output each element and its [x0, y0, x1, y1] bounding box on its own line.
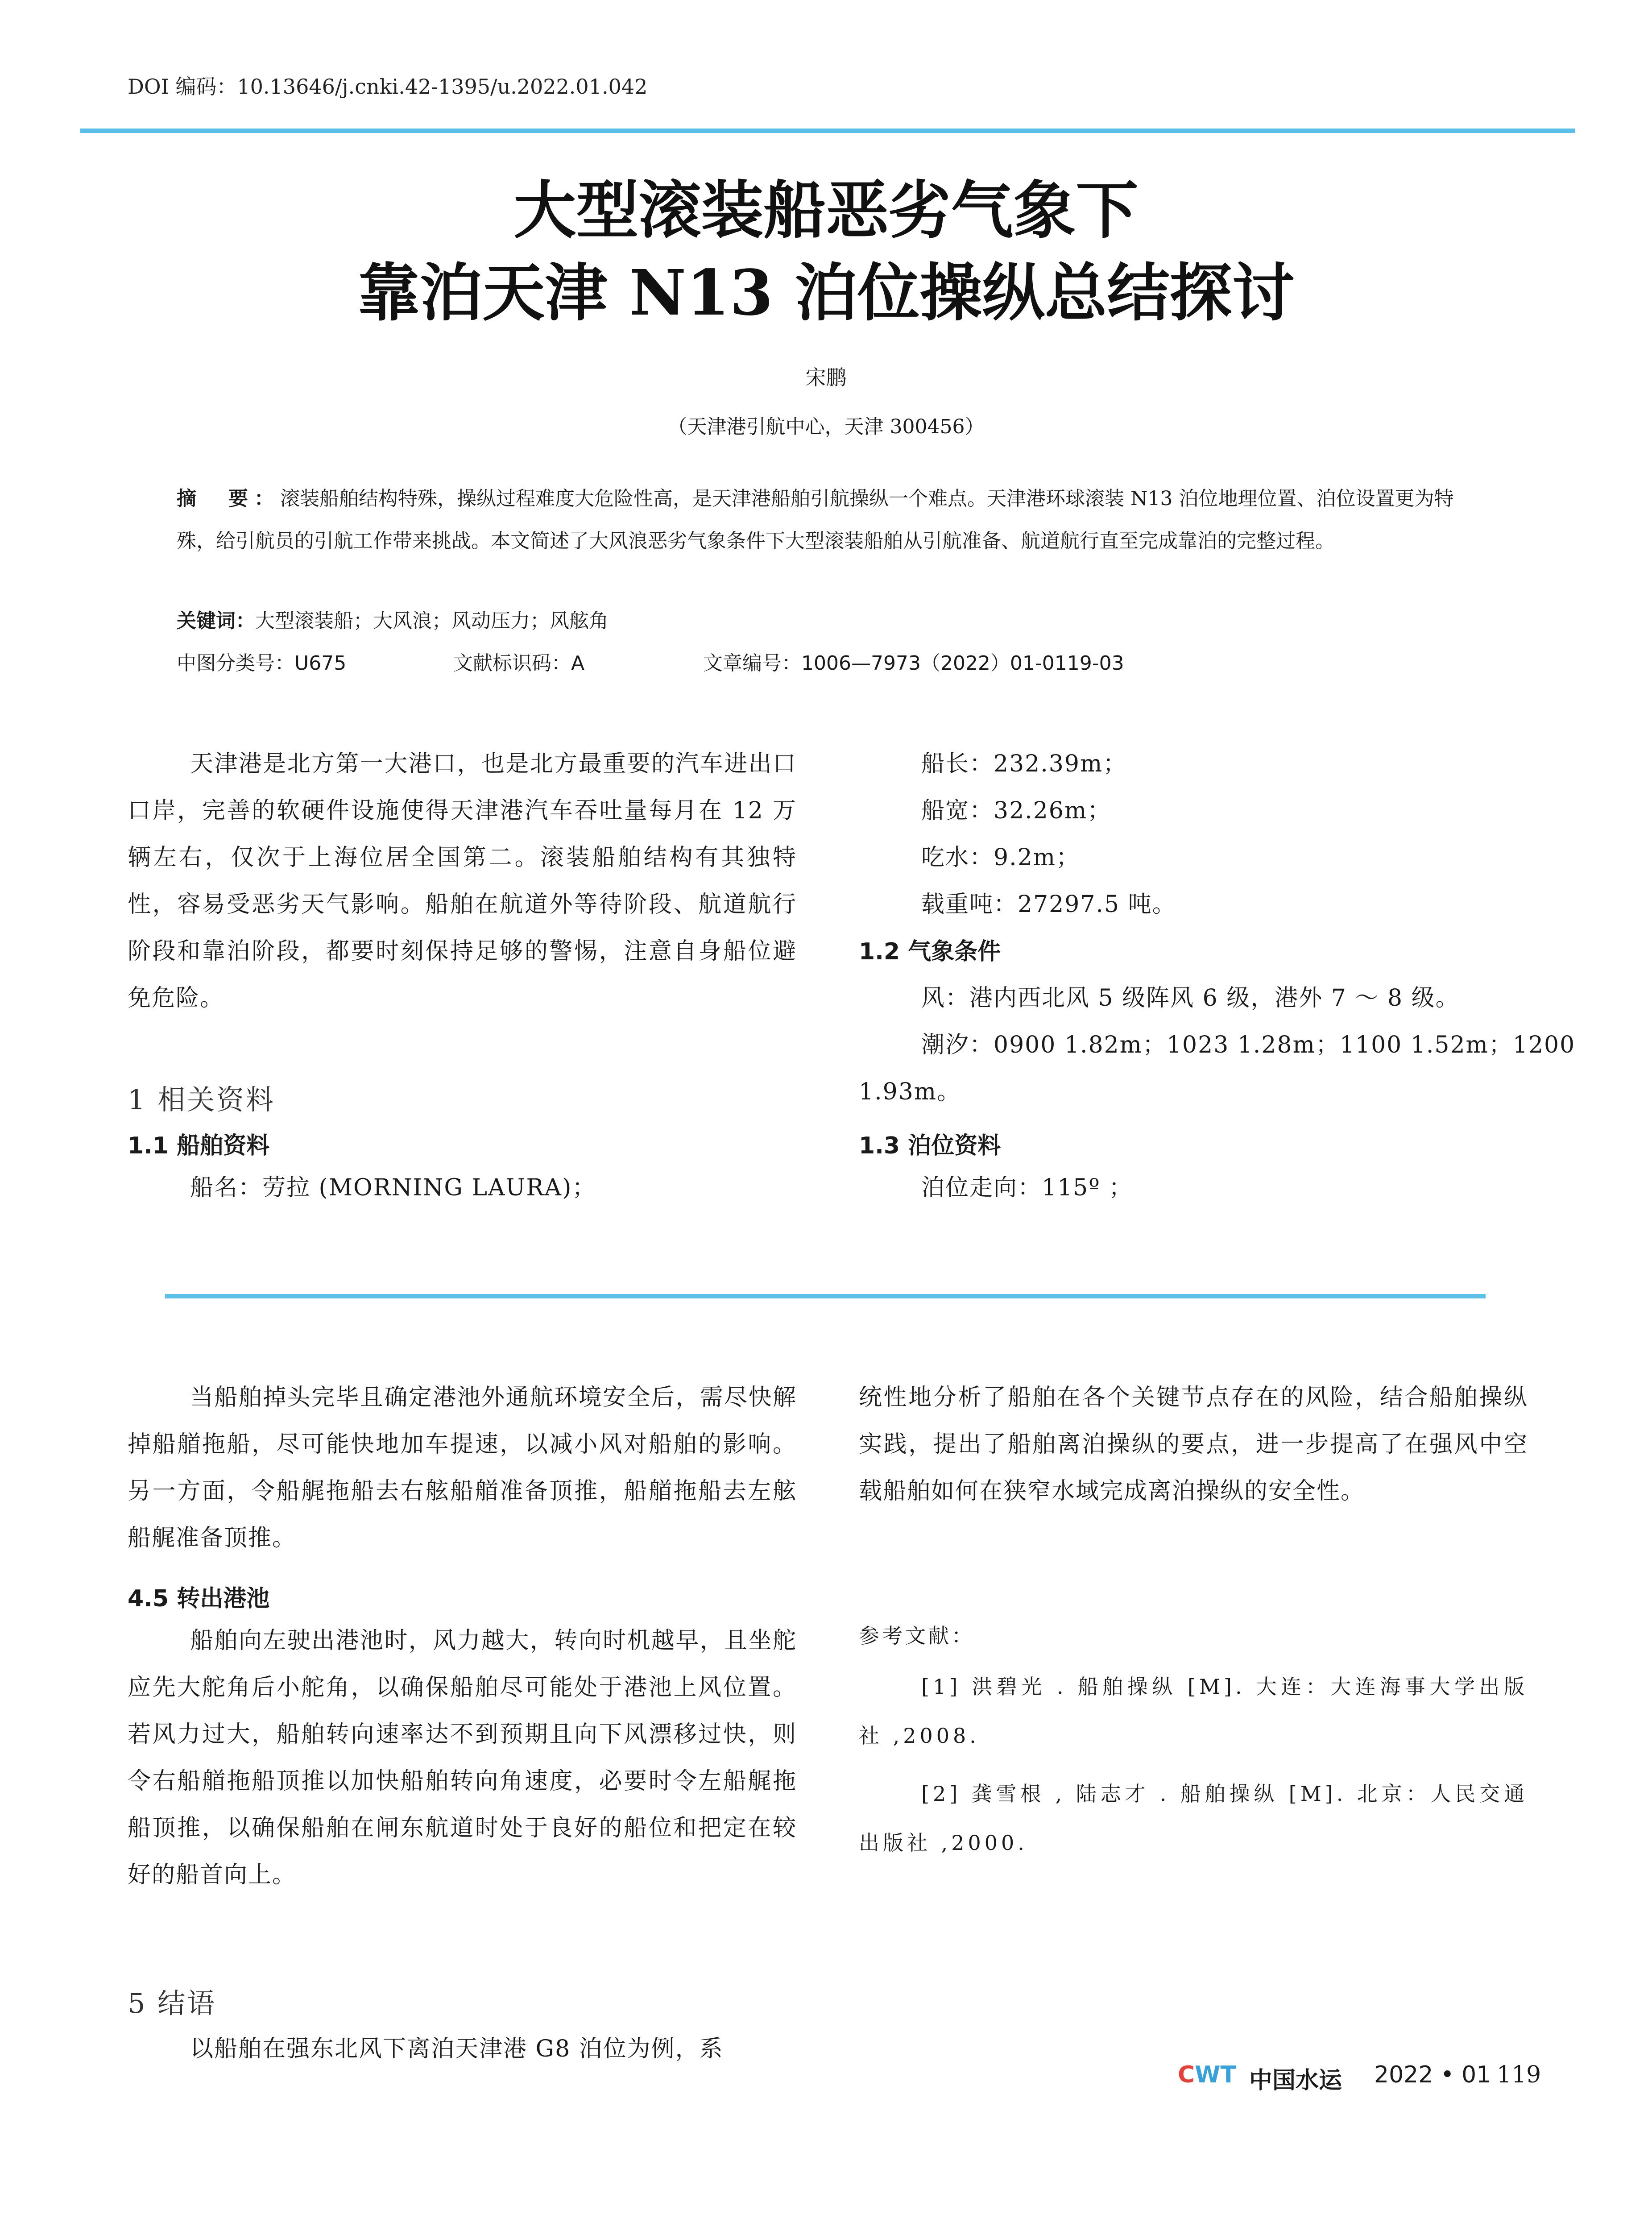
article-meta [177, 647, 1124, 676]
reference-2: [2] 龚雪根 , 陆志才 . 船舶操纵 [M]. 北京：人民交通出版社 ,2000. [859, 1782, 1528, 1855]
section-heading-5: 5 结语 [128, 1987, 217, 2020]
lower-right-paragraph-1: 统性地分析了船舶在各个关键节点存在的风险，结合船舶操纵实践，提出了船舶离泊操纵的要点，进一步提高了在强风中空载船舶如何在狭窄水域完成离泊操纵的安全性。 [859, 1384, 1528, 1505]
ship-length: 船长：232.39m； [921, 751, 1127, 777]
abstract-text: 滚装船舶结构特殊，操纵过程难度大危险性高，是天津港船舶引航操纵一个难点。天津港环球滚装 N13 泊位地理位置、泊位设置更为特殊，给引航员的引航工作带来挑战。本文简述了大风浪恶劣气象条件下大型滚装船舶从引航准备、航道航行直至完成靠泊的完整过程。 [177, 487, 1454, 552]
doi-code: DOI 编码：10.13646/j.cnki.42-1395/u.2022.01.042 [128, 75, 648, 99]
affiliation: （天津港引航中心，天津 300456） [667, 415, 985, 438]
references-title: 参考文献： [859, 1624, 975, 1648]
header-divider [80, 129, 1575, 133]
upper-left-column [128, 741, 797, 1022]
section-heading-1: 1 相关资料 [128, 1083, 276, 1116]
article-title-line1: 大型滚装船恶劣气象下 [513, 174, 1139, 247]
wind-condition: 风：港内西北风 5 级阵风 6 级，港外 7 ～ 8 级。 [921, 985, 1460, 1012]
tide-condition: 潮汐：0900 1.82m；1023 1.28m；1100 1.52m；1200 [921, 1032, 1576, 1058]
reference-1: [1] 洪碧光 . 船舶操纵 [M]. 大连：大连海事大学出版社 ,2008. [859, 1675, 1528, 1748]
ship-dwt: 载重吨：27297.5 吨。 [921, 891, 1176, 918]
ship-name: 船名：劳拉 (MORNING LAURA)； [190, 1174, 596, 1201]
logo-c: C [1178, 2061, 1195, 2088]
keywords-label: 关键词： [177, 610, 255, 632]
author: 宋鹏 [805, 365, 847, 390]
conclusion-paragraph: 以船舶在强东北风下离泊天津港 G8 泊位为例，系 [190, 2036, 724, 2062]
issue-number: 2022 • 01 [1374, 2061, 1491, 2088]
article-title-line2: 靠泊天津 N13 泊位操纵总结探讨 [357, 257, 1295, 330]
logo-wt: WT [1195, 2061, 1236, 2088]
section-heading-1-3: 1.3 泊位资料 [859, 1132, 1001, 1159]
keywords [177, 605, 609, 633]
berth-orientation: 泊位走向：115º ； [921, 1174, 1133, 1201]
document-code: 文献标识码：A [453, 652, 585, 675]
intro-paragraph: 天津港是北方第一大港口，也是北方最重要的汽车进出口口岸，完善的软硬件设施使得天津港汽车吞吐量每月在 12 万辆左右，仅次于上海位居全国第二。滚装船舶结构有其独特性，容易受恶劣天气影响。船舶在航道外等待阶段、航道航行阶段和靠泊阶段，都要时刻保持足够的警惕，注意自身船位避免危险。 [128, 751, 797, 1012]
section-heading-4-5: 4.5 转出港池 [128, 1585, 270, 1612]
article-number: 文章编号：1006—7973（2022）01-0119-03 [703, 652, 1124, 675]
keywords-text: 大型滚装船；大风浪；风动压力；风舷角 [255, 610, 609, 632]
ship-beam: 船宽：32.26m； [921, 797, 1112, 824]
abstract [177, 477, 1475, 562]
section-divider [165, 1294, 1486, 1298]
journal-name: 中国水运 [1249, 2067, 1342, 2094]
section-heading-1-1: 1.1 船舶资料 [128, 1132, 270, 1159]
lower-left-paragraph-2: 船舶向左驶出港池时，风力越大，转向时机越早，且坐舵应先大舵角后小舵角，以确保船舶尽可能处于港池上风位置。若风力过大，船舶转向速率达不到预期且向下风漂移过快，则令右船艏拖船顶推以加快船舶转向角速度，必要时令左船艉拖船顶推，以确保船舶在闸东航道时处于良好的船位和把定在较好的船首向上。 [128, 1627, 797, 1888]
tide-condition-cont: 1.93m。 [859, 1078, 961, 1105]
journal-logo [1178, 2061, 1236, 2088]
abstract-label: 摘 要： [177, 487, 280, 510]
lower-left-paragraph-1: 当船舶掉头完毕且确定港池外通航环境安全后，需尽快解掉船艏拖船，尽可能快地加车提速，以减小风对船舶的影响。另一方面，令船艉拖船去右舷船艏准备顶推，船艏拖船去左舷船艉准备顶推。 [128, 1384, 797, 1551]
section-heading-1-2: 1.2 气象条件 [859, 938, 1001, 965]
page-number: 119 [1497, 2061, 1541, 2088]
clc-number: 中图分类号：U675 [177, 652, 347, 675]
ship-draft: 吃水：9.2m； [921, 844, 1081, 871]
